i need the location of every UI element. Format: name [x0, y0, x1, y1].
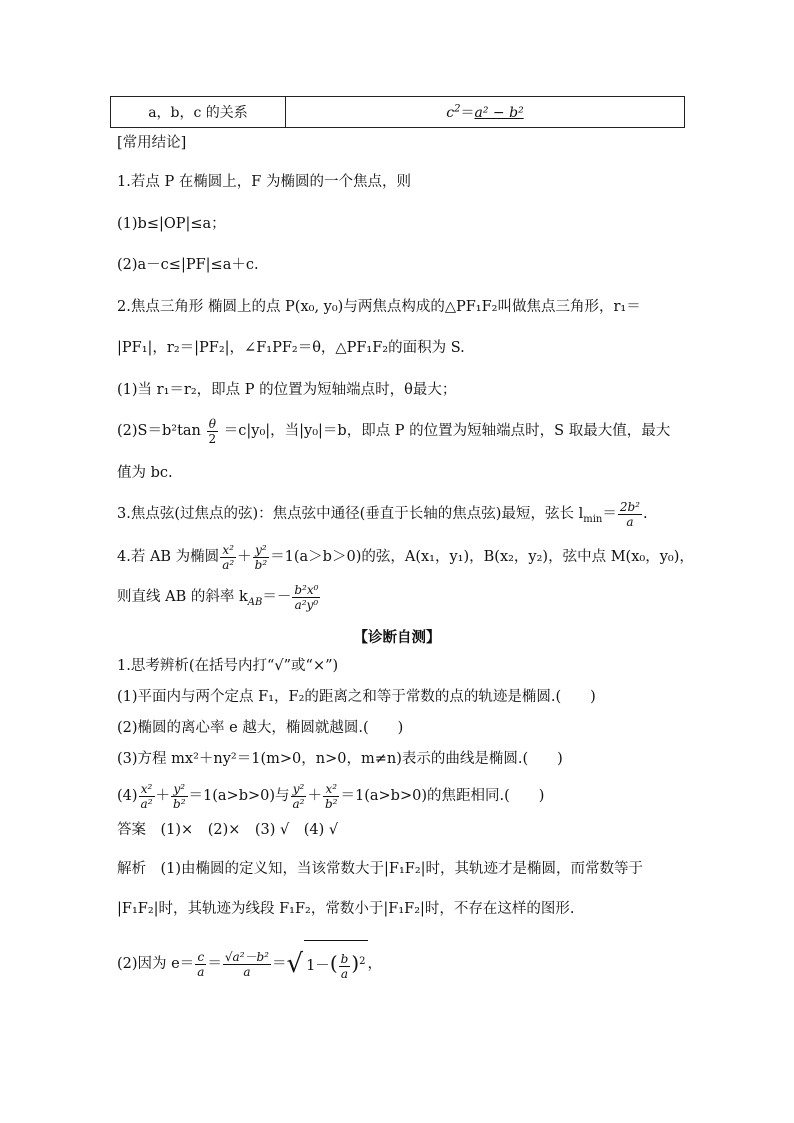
- conclusion-2-item-1: (1)当 r₁＝r₂，即点 P 的位置为短轴端点时，θ最大；: [117, 382, 457, 398]
- fraction-denominator: a²: [292, 796, 305, 811]
- conclusion-1-title: 1.若点 P 在椭圆上，F 为椭圆的一个焦点，则: [117, 174, 411, 190]
- question-1-item-1: (1)平面内与两个定点 F₁，F₂的距离之和等于常数的点的轨迹是椭圆.( ): [117, 689, 596, 705]
- fraction-2b2-over-a: [618, 501, 642, 528]
- right-paren: ): [351, 951, 360, 975]
- fraction-x2-over-a2: [220, 544, 236, 571]
- area-formula-suffix: ＝c|y₀|，当|y₀|＝b，即点 P 的位置为短轴端点时，S 取最大值，最大: [223, 423, 671, 439]
- left-paren: (: [329, 951, 338, 975]
- conclusion-1-item-1: (1)b≤|OP|≤a；: [117, 216, 226, 232]
- analysis-item-2: [117, 940, 382, 988]
- formula-equals: ＝: [460, 105, 475, 121]
- fraction-denominator: a: [197, 964, 205, 979]
- fraction-y2-over-b2: [171, 783, 188, 810]
- fraction-numerator: x²: [139, 783, 155, 797]
- fraction-numerator: x²: [323, 783, 340, 797]
- equation-suffix: ＝1(a>b>0)的焦距相同.( ): [340, 788, 545, 804]
- item-number: (4): [117, 788, 138, 804]
- radicand-prefix: 1－: [306, 958, 330, 974]
- answer-line: 答案 (1)× (2)× (3) √ (4) √: [117, 822, 339, 838]
- fraction-numerator: y²: [291, 783, 307, 797]
- fraction-numerator: b: [340, 951, 349, 966]
- fraction-denominator: b²: [254, 557, 268, 572]
- conclusion-4-line-1: [117, 540, 694, 574]
- plus-sign: ＋: [307, 788, 322, 804]
- fraction-numerator: y²: [171, 783, 188, 797]
- fraction-denominator: a: [243, 964, 251, 979]
- fraction-y2-over-b2: [253, 544, 270, 571]
- diagnosis-title: 【诊断自测】: [353, 629, 441, 646]
- conclusion-3: [117, 497, 648, 531]
- plus-sign: ＋: [155, 788, 171, 804]
- fraction-numerator: θ: [207, 418, 219, 432]
- focal-chord-text: 3.焦点弦(过焦点的弦)：焦点弦中通径(垂直于长轴的焦点弦)最短，弦长 l: [117, 506, 584, 522]
- area-formula-prefix: (2)S＝b²tan: [117, 423, 201, 439]
- slope-text: 则直线 AB 的斜率 k: [117, 589, 248, 605]
- conclusion-2-item-2: [117, 414, 670, 448]
- conclusion-2-line-1: 2.焦点三角形 椭圆上的点 P(x₀, y₀)与两焦点构成的△PF₁F₂叫做焦点三角形，r₁＝: [117, 299, 641, 315]
- fraction-numerator: y²: [253, 544, 270, 558]
- square-root-expression: [287, 940, 368, 988]
- analysis-line-1: 解析 (1)由椭圆的定义知，当该常数大于|F₁F₂|时，其轨迹才是椭圆，而常数等于: [117, 861, 644, 877]
- question-1: 1.思考辨析(在括号内打“√”或“×”): [117, 658, 339, 674]
- ellipse-chord-text: 4.若 AB 为椭圆: [117, 549, 220, 565]
- radical-sign: √: [286, 949, 304, 979]
- relation-table: [110, 96, 685, 128]
- formula-var-c: c: [446, 105, 455, 121]
- equals-sign: ＝: [207, 956, 222, 972]
- period: .: [642, 506, 648, 522]
- fraction-y2-over-a2: [291, 783, 307, 810]
- fraction-denominator: b²: [324, 796, 338, 811]
- subscript-min: min: [583, 513, 603, 525]
- conclusion-1-item-2: (2)a－c≤|PF|≤a＋c.: [117, 257, 259, 273]
- fraction-theta-over-2: [207, 418, 219, 445]
- formula-c2: $c^2$: [446, 103, 461, 121]
- fraction-x2-over-b2: [323, 783, 340, 810]
- fraction-numerator: b²x⁰: [294, 582, 319, 597]
- formula-answer: a² − b²: [474, 105, 524, 121]
- section-label: [常用结论]: [117, 135, 187, 151]
- relation-formula-cell: [286, 97, 685, 128]
- fraction-denominator: a²: [222, 557, 235, 572]
- plus-sign: ＋: [237, 549, 252, 565]
- fraction-numerator: 2b²: [619, 499, 640, 514]
- fraction-numerator: x²: [220, 544, 236, 558]
- eccentricity-prefix: (2)因为 e＝: [117, 956, 195, 972]
- subscript-ab: AB: [247, 596, 263, 608]
- question-1-item-4: [117, 778, 544, 814]
- fraction-numerator: √a²－b²: [224, 949, 269, 964]
- equals-sign: ＝: [272, 956, 287, 972]
- fraction-c-over-a: [195, 951, 206, 978]
- exponent: 2: [359, 956, 366, 968]
- comma: ，: [367, 956, 382, 972]
- equals-minus: ＝－: [262, 589, 292, 605]
- fraction-numerator: c: [195, 951, 206, 965]
- fraction-denominator: a²y⁰: [294, 597, 319, 612]
- fraction-b-over-a: [339, 953, 351, 980]
- fraction-denominator: a: [340, 966, 349, 981]
- relation-label-cell: a，b，c 的关系: [111, 97, 286, 128]
- table-row: [111, 97, 685, 128]
- fraction-denominator: a²: [140, 796, 153, 811]
- ellipse-chord-suffix: ＝1(a＞b＞0)的弦，A(x₁，y₁)，B(x₂，y₂)，弦中点 M(x₀，y₀)，: [270, 549, 694, 565]
- fraction-sqrt-over-a: [223, 951, 271, 978]
- fraction-slope: [292, 584, 320, 611]
- fraction-x2-over-a2: [139, 783, 155, 810]
- analysis-line-2: |F₁F₂|时，其轨迹为线段 F₁F₂，常数小于|F₁F₂|时，不存在这样的图形.: [117, 901, 575, 917]
- equation-middle: ＝1(a>b>0)与: [188, 788, 290, 804]
- fraction-denominator: b²: [173, 796, 186, 811]
- conclusion-4-line-2: [117, 580, 321, 614]
- question-1-item-3: (3)方程 mx²＋ny²＝1(m>0，n>0，m≠n)表示的曲线是椭圆.( ): [117, 751, 563, 767]
- radicand: [304, 940, 367, 988]
- fraction-denominator: a: [626, 514, 634, 529]
- fraction-denominator: 2: [208, 431, 217, 446]
- conclusion-2-item-2-line-2: 值为 bc.: [117, 465, 173, 481]
- conclusion-2-line-2: |PF₁|，r₂＝|PF₂|，∠F₁PF₂＝θ，△PF₁F₂的面积为 S.: [117, 340, 465, 356]
- question-1-item-2: (2)椭圆的离心率 e 越大，椭圆就越圆.( ): [117, 720, 404, 736]
- equals-sign: ＝: [602, 506, 617, 522]
